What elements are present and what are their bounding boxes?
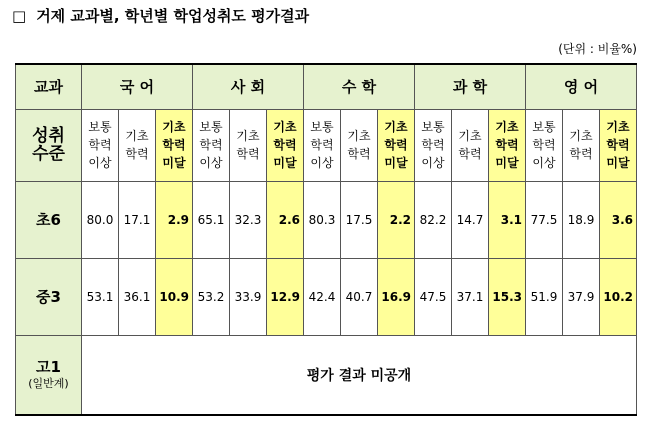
social-below-basic-value: 12.9 — [267, 258, 304, 335]
level-basic-header: 기초 학력 — [452, 109, 489, 181]
grade10-sublabel: (일반계) — [28, 376, 69, 390]
level-above-basic-header: 보통 학력 이상 — [526, 109, 563, 181]
math-below-basic-value: 2.2 — [378, 181, 415, 258]
korean-above-basic-value: 53.1 — [82, 258, 119, 335]
math-basic-value: 40.7 — [341, 258, 378, 335]
level-below-basic-header: 기초 학력 미달 — [489, 109, 526, 181]
page-title — [12, 6, 309, 26]
subject-header-math: 수 학 — [304, 64, 415, 109]
korean-above-basic-value: 80.0 — [82, 181, 119, 258]
korean-basic-value: 36.1 — [119, 258, 156, 335]
achievement-level-row — [16, 109, 637, 181]
korean-below-basic-value: 2.9 — [156, 181, 193, 258]
english-above-basic-value: 77.5 — [526, 181, 563, 258]
level-label-line: 수준 — [32, 144, 65, 164]
subject-header-korean: 국 어 — [82, 64, 193, 109]
english-above-basic-value: 51.9 — [526, 258, 563, 335]
square-bullet-icon: □ — [12, 7, 27, 25]
level-below-basic-header: 기초 학력 미달 — [378, 109, 415, 181]
science-above-basic-value: 82.2 — [415, 181, 452, 258]
social-basic-value: 33.9 — [230, 258, 267, 335]
achievement-table — [15, 63, 637, 416]
level-basic-header: 기초 학력 — [341, 109, 378, 181]
results-not-disclosed-note: 평가 결과 미공개 — [82, 335, 637, 415]
table-row-grade6 — [16, 181, 637, 258]
social-below-basic-value: 2.6 — [267, 181, 304, 258]
social-above-basic-value: 53.2 — [193, 258, 230, 335]
level-below-basic-header: 기초 학력 미달 — [156, 109, 193, 181]
level-above-basic-header: 보통 학력 이상 — [193, 109, 230, 181]
korean-basic-value: 17.1 — [119, 181, 156, 258]
table-row-grade10 — [16, 335, 637, 415]
math-below-basic-value: 16.9 — [378, 258, 415, 335]
row-label-grade6: 초6 — [16, 181, 82, 258]
korean-below-basic-value: 10.9 — [156, 258, 193, 335]
science-below-basic-value: 15.3 — [489, 258, 526, 335]
science-below-basic-value: 3.1 — [489, 181, 526, 258]
social-above-basic-value: 65.1 — [193, 181, 230, 258]
science-basic-value: 37.1 — [452, 258, 489, 335]
math-above-basic-value: 80.3 — [304, 181, 341, 258]
subject-corner-header: 교과 — [16, 64, 82, 109]
science-basic-value: 14.7 — [452, 181, 489, 258]
title-text: 거제 교과별, 학년별 학업성취도 평가결과 — [36, 7, 310, 25]
level-label-line: 성취 — [32, 126, 65, 146]
level-above-basic-header: 보통 학력 이상 — [82, 109, 119, 181]
unit-note: (단위 : 비율%) — [558, 42, 637, 56]
level-above-basic-header: 보통 학력 이상 — [415, 109, 452, 181]
science-above-basic-value: 47.5 — [415, 258, 452, 335]
math-above-basic-value: 42.4 — [304, 258, 341, 335]
level-above-basic-header: 보통 학력 이상 — [304, 109, 341, 181]
level-basic-header: 기초 학력 — [119, 109, 156, 181]
subject-header-social: 사 회 — [193, 64, 304, 109]
table-row-grade9 — [16, 258, 637, 335]
social-basic-value: 32.3 — [230, 181, 267, 258]
subject-header-english: 영 어 — [526, 64, 637, 109]
subject-header-science: 과 학 — [415, 64, 526, 109]
row-label-grade10 — [16, 335, 82, 415]
math-basic-value: 17.5 — [341, 181, 378, 258]
level-basic-header: 기초 학력 — [563, 109, 600, 181]
achievement-level-label — [16, 109, 82, 181]
level-basic-header: 기초 학력 — [230, 109, 267, 181]
level-below-basic-header: 기초 학력 미달 — [267, 109, 304, 181]
row-label-grade9: 중3 — [16, 258, 82, 335]
grade10-label: 고1 — [36, 357, 61, 376]
level-below-basic-header: 기초 학력 미달 — [600, 109, 637, 181]
english-basic-value: 18.9 — [563, 181, 600, 258]
english-below-basic-value: 10.2 — [600, 258, 637, 335]
english-below-basic-value: 3.6 — [600, 181, 637, 258]
subject-header-row — [16, 64, 637, 109]
english-basic-value: 37.9 — [563, 258, 600, 335]
